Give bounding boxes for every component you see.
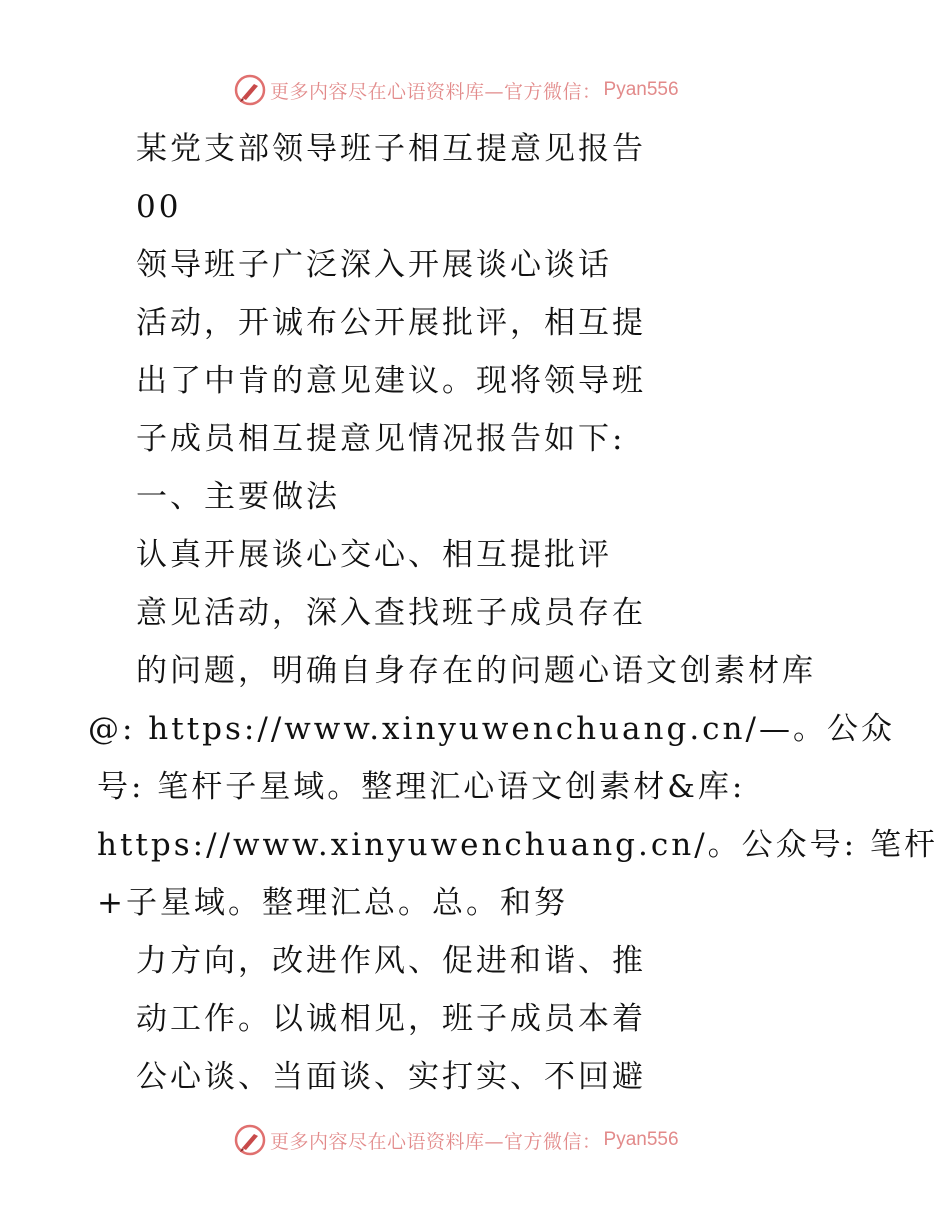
text-line: 领导班子广泛深入开展谈心谈话	[136, 247, 612, 283]
text-line: 号: 笔杆子星域。整理汇心语文创素材&库:	[97, 769, 746, 805]
pen-logo-icon	[234, 1124, 266, 1156]
watermark-brand: Pyan556	[603, 79, 679, 100]
watermark-header	[234, 72, 679, 108]
text-line: 子成员相互提意见情况报告如下:	[136, 421, 626, 457]
text-line: 力方向，改进作风、促进和谐、推	[136, 943, 646, 979]
text-line: 00	[136, 189, 182, 225]
text-line: 认真开展谈心交心、相互提批评	[136, 537, 612, 573]
document-title: 某党支部领导班子相互提意见报告	[136, 131, 646, 167]
section-heading: 一、主要做法	[136, 479, 340, 515]
text-line: 意见活动，深入查找班子成员存在	[136, 595, 646, 631]
text-line: 出了中肯的意见建议。现将领导班	[136, 363, 646, 399]
text-line: 的问题，明确自身存在的问题心语文创素材库	[136, 653, 816, 689]
text-line: +子星域。整理汇总。总。和努	[97, 885, 568, 921]
watermark-brand: Pyan556	[603, 1129, 679, 1150]
pen-logo-icon	[234, 74, 266, 106]
text-line: @: https://www.xinyuwenchuang.cn/—。公众	[88, 711, 895, 747]
text-line: https://www.xinyuwenchuang.cn/。公众号: 笔杆	[97, 827, 938, 863]
watermark-text: 更多内容尽在心语资料库—官方微信：	[270, 1130, 602, 1153]
watermark-footer	[234, 1122, 679, 1158]
watermark-text: 更多内容尽在心语资料库—官方微信：	[270, 80, 602, 103]
text-line: 公心谈、当面谈、实打实、不回避	[136, 1059, 646, 1095]
text-line: 活动，开诚布公开展批评，相互提	[136, 305, 646, 341]
text-line: 动工作。以诚相见，班子成员本着	[136, 1001, 646, 1037]
